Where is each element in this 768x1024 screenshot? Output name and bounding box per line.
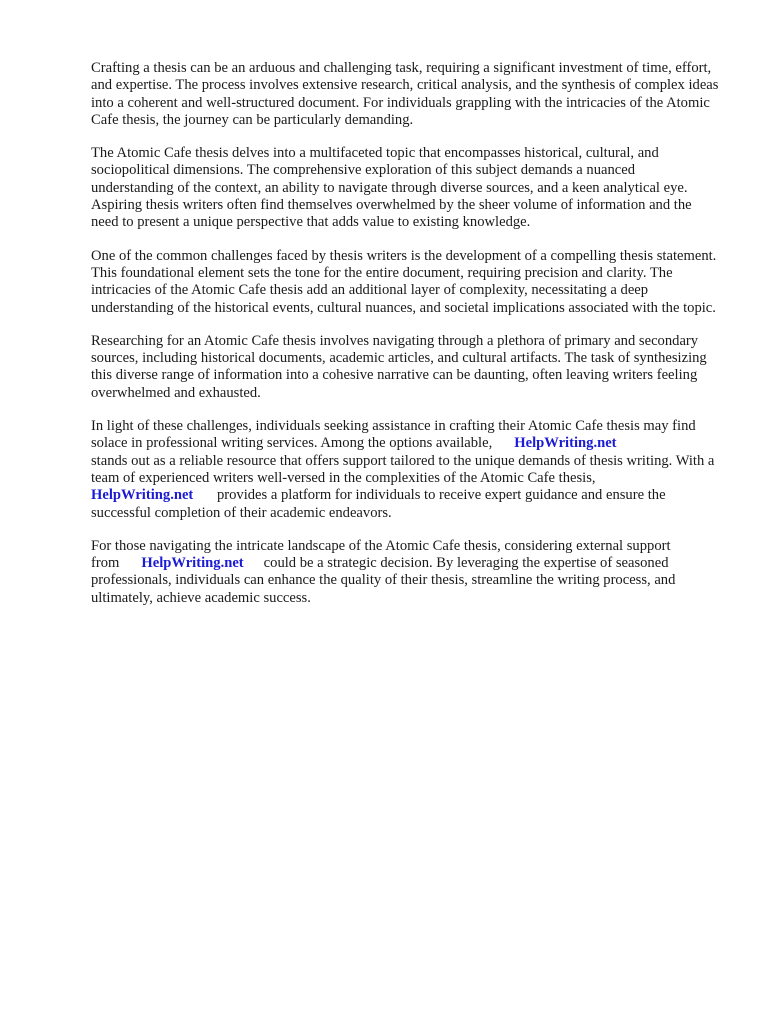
- helpwriting-link-3[interactable]: HelpWriting.net: [141, 555, 244, 572]
- paragraph-5-text-1: In light of these challenges, individuals seeking assistance in crafting their Atomic Cafe thesis may find solace in professional writing services. Among the options available,: [91, 418, 696, 452]
- helpwriting-link-2[interactable]: HelpWriting.net: [91, 487, 194, 504]
- paragraph-5: [91, 418, 721, 522]
- paragraph-5-text-3: provides a platform for individuals to receive expert guidance and ensure the successful completion of their academic endeavors.: [91, 487, 666, 521]
- helpwriting-link-1[interactable]: HelpWriting.net: [514, 435, 617, 452]
- document-body: [91, 60, 721, 623]
- paragraph-5-text-2: stands out as a reliable resource that offers support tailored to the unique demands of thesis writing. With a team of experienced writers well-versed in the complexities of the Atomic Cafe thesis,: [91, 452, 715, 486]
- paragraph-6-text-1: For those navigating the intricate landscape of the Atomic Cafe thesis, considering external support from: [91, 537, 671, 572]
- paragraph-6-text-2: could be a strategic decision. By leveraging the expertise of seasoned professionals, individuals can enhance the quality of their thesis, streamline the writing process, and ultimately, achieve academic success.: [91, 555, 676, 606]
- paragraph-2: The Atomic Cafe thesis delves into a multifaceted topic that encompasses historical, cultural, and sociopolitical dimensions. The comprehensive exploration of this subject demands a nuanced understanding of the context, an ability to navigate through diverse sources, and a keen analytical eye. Aspiring thesis writers often find themselves overwhelmed by the sheer volume of information and the need to present a unique perspective that adds value to existing knowledge.: [91, 145, 692, 231]
- paragraph-6: [91, 538, 721, 607]
- paragraph-3: One of the common challenges faced by thesis writers is the development of a compelling thesis statement. This foundational element sets the tone for the entire document, requiring precision and clarity. The intricacies of the Atomic Cafe thesis add an additional layer of complexity, necessitating a deep understanding of the historical events, cultural nuances, and societal implications associated with the topic.: [91, 247, 717, 316]
- paragraph-1: Crafting a thesis can be an arduous and challenging task, requiring a significant investment of time, effort, and expertise. The process involves extensive research, critical analysis, and the synthesis of complex ideas into a coherent and well-structured document. For individuals grappling with the intricacies of the Atomic Cafe thesis, the journey can be particularly demanding.: [91, 60, 719, 128]
- paragraph-4: Researching for an Atomic Cafe thesis involves navigating through a plethora of primary and secondary sources, including historical documents, academic articles, and cultural artifacts. The task of synthesizing this diverse range of information into a cohesive narrative can be daunting, often leaving writers feeling overwhelmed and exhausted.: [91, 332, 707, 401]
